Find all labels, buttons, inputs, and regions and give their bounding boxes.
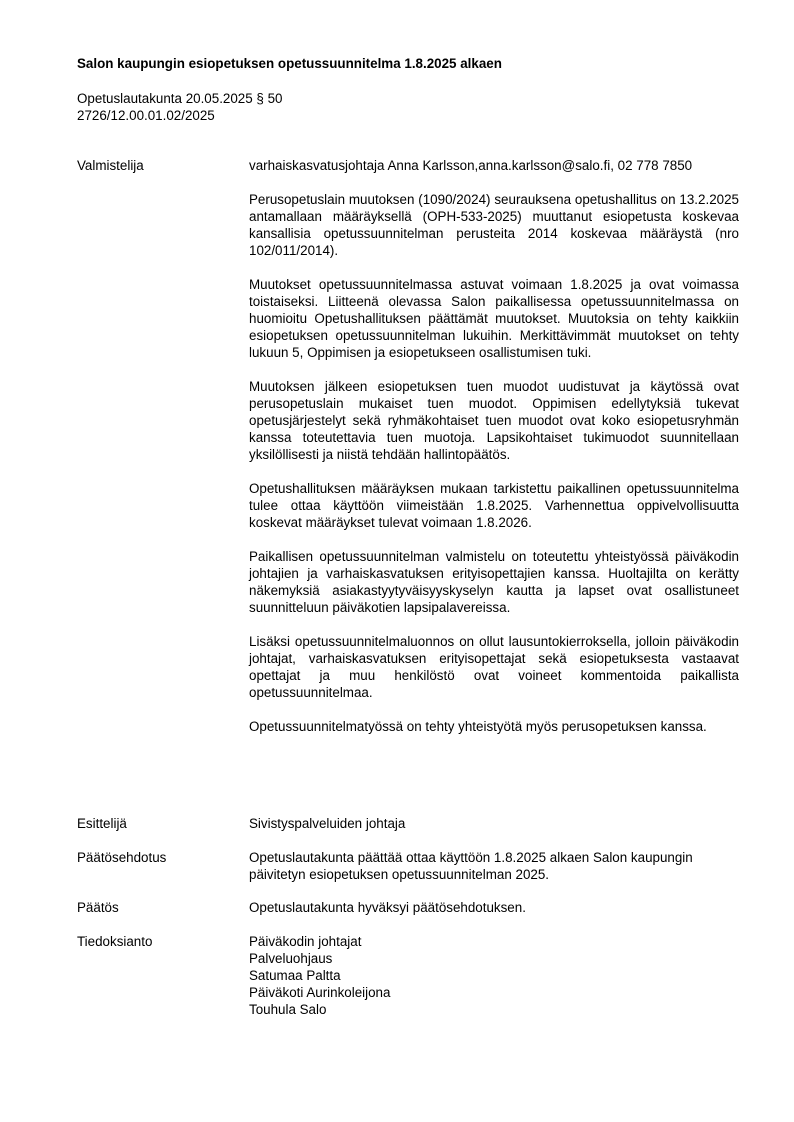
preparer-paragraph: Paikallisen opetussuunnitelman valmistelu on toteutettu yhteistyössä päiväkodin johtajien ja varhaiskasvatuksen erityisopettajien kanssa. Huoltajilta on kerätty näkemyksiä asiakastyytyväisyyskyselyn kautta ja lapset ovat osallistuneet suunnitteluun päiväkotien lapsipalavereissa. [249,549,739,615]
preparer-paragraph: Muutoksen jälkeen esiopetuksen tuen muodot uudistuvat ja käytössä ovat perusopetuslain mukaiset tuen muodot. Oppimisen edellytyksiä tukevat opetusjärjestelyt sekä ryhmäkohtaiset tuen muodot ovat koko esiopetusryhmän kanssa toteutettavia tuen muotoja. Lapsikohtaiset tukimuodot suunnitellaan yksilöllisesti ja niistä tehdään hallintopäätös. [249,379,739,462]
proposal-value: Opetuslautakunta päättää ottaa käyttöön 1.8.2025 alkaen Salon kaupungin päivitetyn esiopetuksen opetussuunnitelman 2025. [249,850,693,882]
decision-label: Päätös [77,900,119,915]
notification-recipients [249,933,739,1018]
recipient-item: Satumaa Paltta [249,968,341,983]
preparer-paragraph: Opetussuunnitelmatyössä on tehty yhteistyötä myös perusopetuksen kanssa. [249,719,707,734]
proposal-label: Päätösehdotus [77,850,167,865]
recipient-item: Touhula Salo [249,1002,327,1017]
presenter-value: Sivistyspalveluiden johtaja [249,816,406,831]
meeting-reference: Opetuslautakunta 20.05.2025 § 50 [77,91,283,106]
preparer-paragraph: Muutokset opetussuunnitelmassa astuvat voimaan 1.8.2025 ja ovat voimassa toistaiseksi. Liitteenä olevassa Salon paikallisessa opetussuunnitelmassa on huomioitu Opetushallituksen päättämät muutokset. Muutoksia on tehty kaikkiin esiopetuksen opetussuunnitelman lukuihin. Merkittävimmät muutokset on tehty lukuun 5, Oppimisen ja esiopetukseen osallistumisen tuki. [249,277,739,360]
presenter-label: Esittelijä [77,816,127,831]
preparer-paragraph: Opetushallituksen määräyksen mukaan tarkistettu paikallinen opetussuunnitelma tulee ottaa käyttöön viimeistään 1.8.2025. Varhennettua oppivelvollisuutta koskevat määräykset tulevat voimaan 1.8.2026. [249,481,739,530]
recipient-item: Palveluohjaus [249,951,333,966]
preparer-paragraph: Lisäksi opetussuunnitelmaluonnos on ollut lausuntokierroksella, jolloin päiväkodin johtajat, varhaiskasvatuksen erityisopettajat sekä esiopetuksesta vastaavat opettajat ja muu henkilöstö ovat voineet kommentoida paikallista opetussuunnitelmaa. [249,634,739,700]
document-title: Salon kaupungin esiopetuksen opetussuunnitelma 1.8.2025 alkaen [77,56,502,71]
document-meta [77,90,283,124]
preparer-label: Valmistelija [77,158,144,173]
preparer-contact: varhaiskasvatusjohtaja Anna Karlsson,anna.karlsson@salo.fi, 02 778 7850 [249,158,693,173]
recipient-item: Päiväkoti Aurinkoleijona [249,985,391,1000]
preparer-content [249,157,739,735]
record-number: 2726/12.00.01.02/2025 [77,108,215,123]
recipient-item: Päiväkodin johtajat [249,934,362,949]
decision-value: Opetuslautakunta hyväksyi päätösehdotuksen. [249,900,526,915]
preparer-paragraph: Perusopetuslain muutoksen (1090/2024) seurauksena opetushallitus on 13.2.2025 antamallaan määräyksellä (OPH-533-2025) muuttanut esiopetusta koskevaa kansallisia opetussuunnitelman perusteita 2014 koskevaa määräystä (nro 102/011/2014). [249,192,739,258]
notification-label: Tiedoksianto [77,934,153,949]
